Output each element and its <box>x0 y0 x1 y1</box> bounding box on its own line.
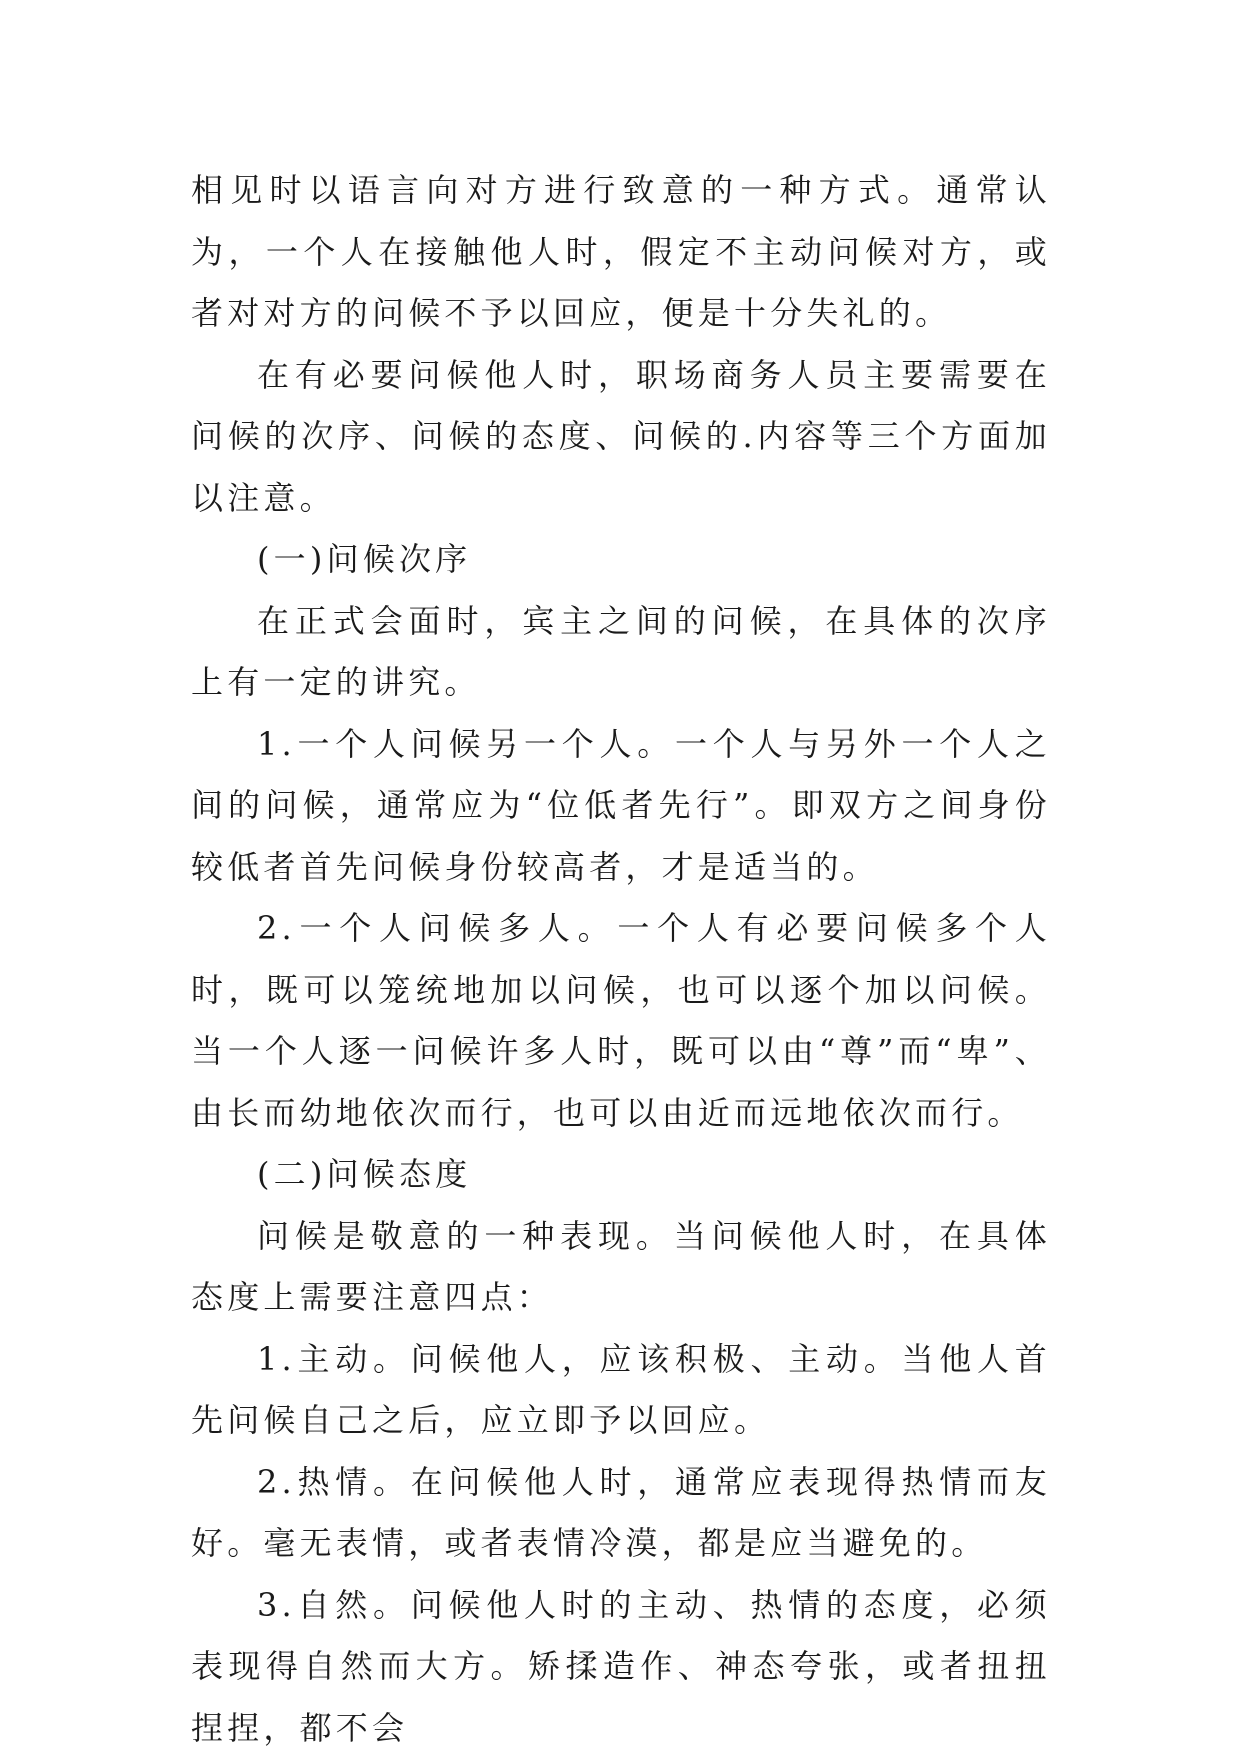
document-body <box>191 160 1051 1759</box>
list-item-3: 1.主动。问候他人，应该积极、主动。当他人首先问候自己之后，应立即予以回应。 <box>191 1329 1051 1452</box>
section-heading-2: (二)问候态度 <box>191 1144 1051 1206</box>
list-item-2: 2.一个人问候多人。一个人有必要问候多个人时，既可以笼统地加以问候，也可以逐个加以问候。当一个人逐一问候许多人时，既可以由“尊”而“卑”、由长而幼地依次而行，也可以由近而远地依次而行。 <box>191 898 1051 1144</box>
paragraph-4: 问候是敬意的一种表现。当问候他人时，在具体态度上需要注意四点： <box>191 1206 1051 1329</box>
paragraph-1: 相见时以语言向对方进行致意的一种方式。通常认为，一个人在接触他人时，假定不主动问候对方，或者对对方的问候不予以回应，便是十分失礼的。 <box>191 160 1051 345</box>
list-item-5: 3.自然。问候他人时的主动、热情的态度，必须表现得自然而大方。矫揉造作、神态夸张，或者扭扭捏捏，都不会 <box>191 1575 1051 1759</box>
paragraph-3: 在正式会面时，宾主之间的问候，在具体的次序上有一定的讲究。 <box>191 591 1051 714</box>
list-item-4: 2.热情。在问候他人时，通常应表现得热情而友好。毫无表情，或者表情冷漠，都是应当避免的。 <box>191 1452 1051 1575</box>
paragraph-2: 在有必要问候他人时，职场商务人员主要需要在问候的次序、问候的态度、问候的.内容等三个方面加以注意。 <box>191 345 1051 530</box>
list-item-1: 1.一个人问候另一个人。一个人与另外一个人之间的问候，通常应为“位低者先行”。即双方之间身份较低者首先问候身份较高者，才是适当的。 <box>191 714 1051 899</box>
section-heading-1: (一)问候次序 <box>191 529 1051 591</box>
